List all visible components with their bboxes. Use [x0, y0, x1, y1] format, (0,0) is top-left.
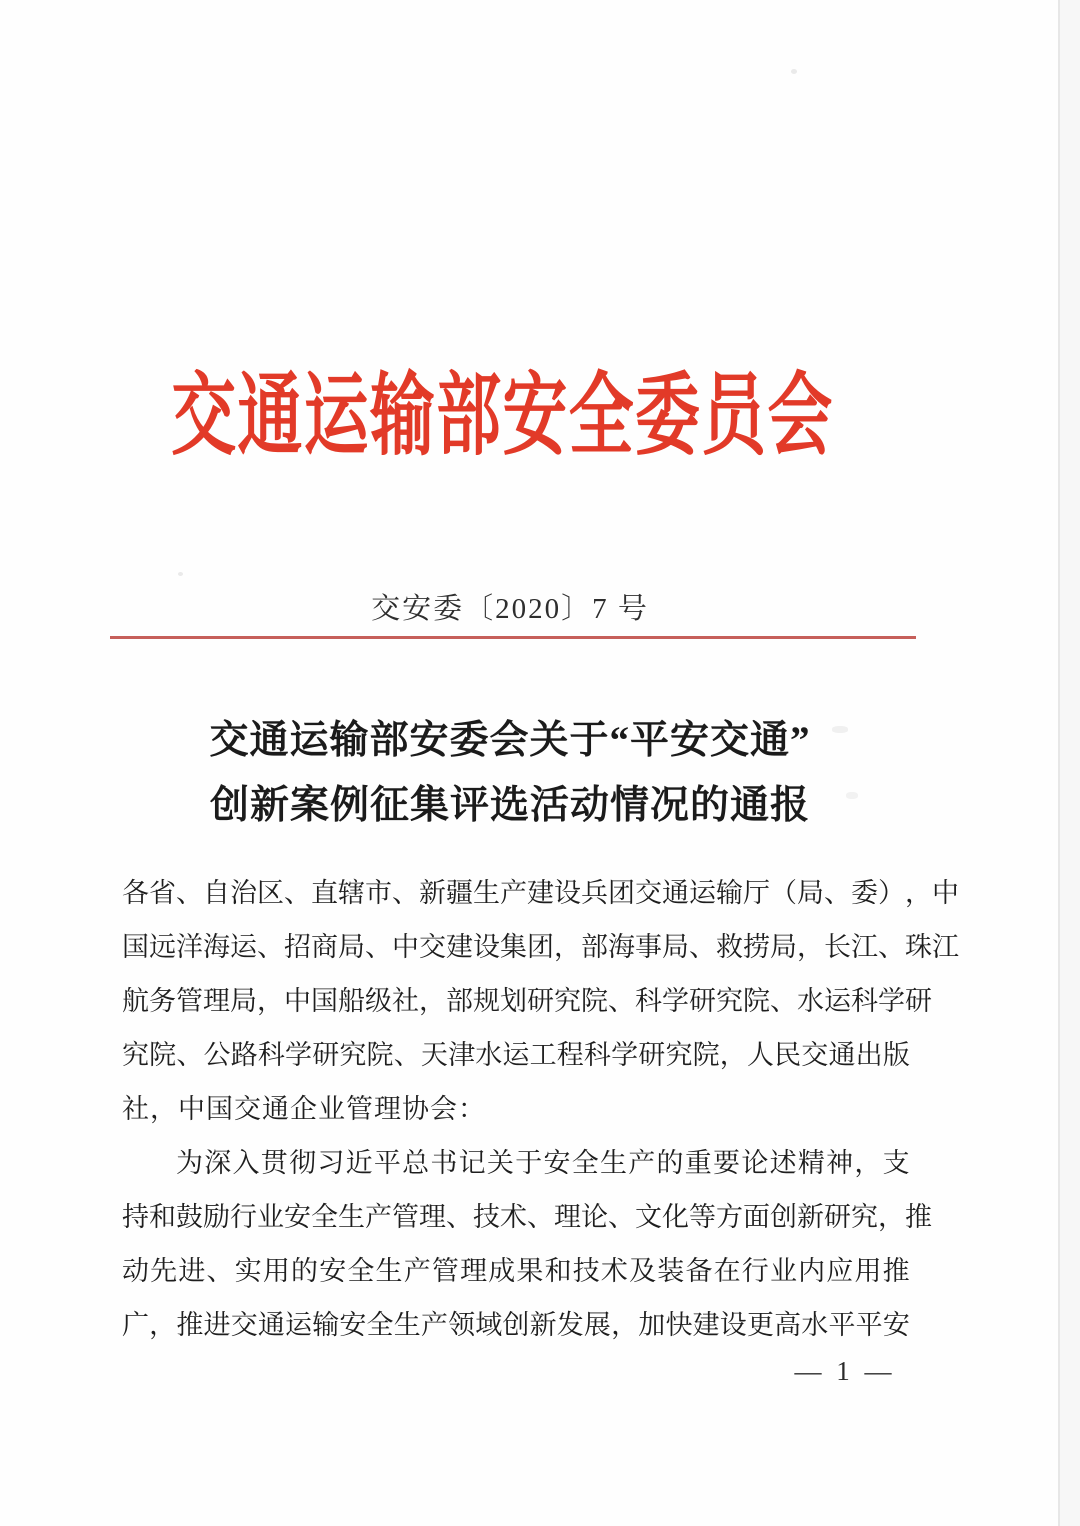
body-line: 国 远 洋 海 运 、 招 商 局 、 中 交 建 设 集 团 ， 部 海 事 局 、 救 捞 局 ， 长 江 、 珠 江 [122, 931, 959, 962]
body-line: 究 院 、 公 路 科 学 研 究 院 、 天 津 水 运 工 程 科 学 研 究 院 ， 人 民 交 通 出 版 [122, 1039, 910, 1070]
body-line: 广 ， 推 进 交 通 运 输 安 全 生 产 领 域 创 新 发 展 ， 加 快 建 设 更 高 水 平 平 安 [122, 1309, 910, 1340]
body-line: 动 先 进 、 实 用 的 安 全 生 产 管 理 成 果 和 技 术 及 装 备 在 行 业 内 应 用 推 [122, 1255, 910, 1286]
issuer-letterhead-title: 交通运输部安全委员会 [171, 367, 834, 466]
document-heading-line1: 交通运输部安委会关于“平安交通” [209, 719, 811, 762]
page-number: — 1 — [794, 1356, 896, 1386]
body-line: 社，中国交通企业管理协会： [122, 1093, 486, 1124]
document-body [122, 863, 959, 1349]
body-line: 航 务 管 理 局 ， 中 国 船 级 社 ， 部 规 划 研 究 院 、 科 学 研 究 院 、 水 运 科 学 研 [122, 985, 932, 1016]
scan-speck [846, 792, 858, 799]
body-line: 各 省 、 自 治 区 、 直 辖 市 、 新 疆 生 产 建 设 兵 团 交 通 运 输 厅 （ 局 、 委 ） ， 中 [122, 877, 959, 908]
document-number: 交安委〔2020〕7 号 [371, 593, 649, 625]
scan-speck [832, 726, 848, 733]
body-line: 持 和 鼓 励 行 业 安 全 生 产 管 理 、 技 术 、 理 论 、 文 化 等 方 面 创 新 研 究 ， 推 [122, 1201, 932, 1232]
document-heading-line2: 创新案例征集评选活动情况的通报 [209, 784, 810, 827]
body-line: 为 深 入 贯 彻 习 近 平 总 书 记 关 于 安 全 生 产 的 重 要 论 述 精 神 ， 支 [176, 1147, 910, 1178]
letterhead-divider-rule [110, 636, 916, 639]
scan-right-margin [1060, 0, 1080, 1526]
scan-speck [791, 69, 797, 74]
document-heading [0, 708, 1020, 838]
scan-speck [178, 572, 183, 576]
scan-edge-line [1058, 0, 1060, 1526]
